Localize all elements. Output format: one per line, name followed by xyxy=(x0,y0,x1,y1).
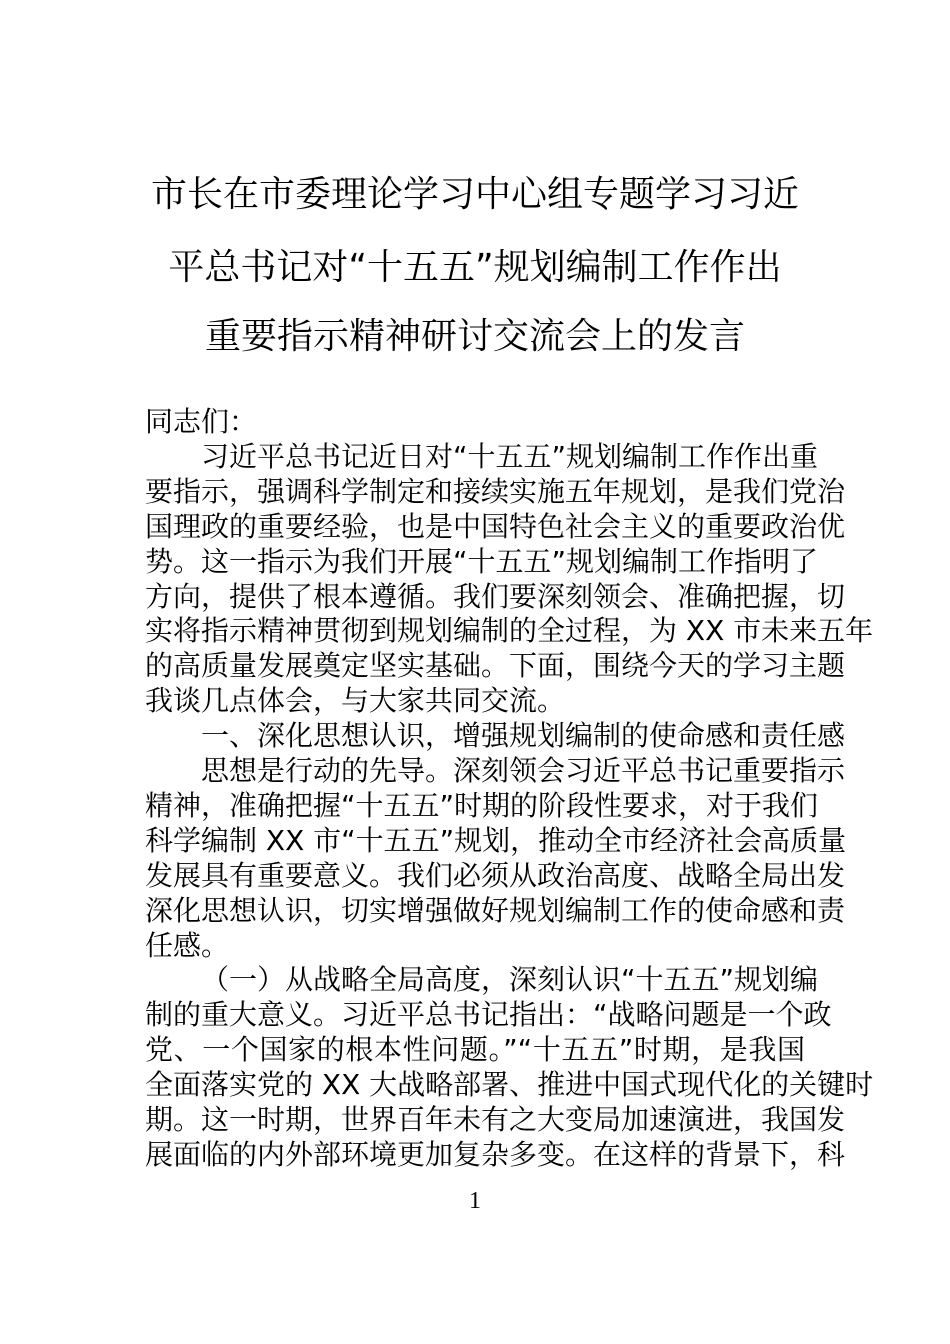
document-title-line-3: 重要指示精神研讨交流会上的发言 xyxy=(204,316,745,357)
body-text-line: 全面落实党的 XX 大战略部署、推进中国式现代化的关键时 xyxy=(145,1068,874,1102)
body-text-line: 同志们： xyxy=(145,405,258,438)
document-title-line-2: 平总书记对“十五五”规划编制工作作出 xyxy=(168,247,782,288)
body-text-line: 制的重大意义。习近平总书记指出：“战略问题是一个政 xyxy=(145,998,832,1032)
body-text-line: 期。这一时期，世界百年未有之大变局加速演进，我国发 xyxy=(145,1103,846,1136)
body-text-line: 深化思想认识，切实增强做好规划编制工作的使命感和责 xyxy=(145,893,846,927)
body-text-line: 展面临的内外部环境更加复杂多变。在这样的背景下，科 xyxy=(145,1137,846,1171)
body-text-line: 势。这一指示为我们开展“十五五”规划编制工作指明了 xyxy=(145,544,819,578)
body-text-line: 国理政的重要经验，也是中国特色社会主义的重要政治优 xyxy=(145,509,846,543)
body-text-line: （一）从战略全局高度，深刻认识“十五五”规划编 xyxy=(201,963,819,997)
section-heading: 一、深化思想认识，增强规划编制的使命感和责任感 xyxy=(201,719,846,753)
body-text-line: 要指示，强调科学制定和接续实施五年规划，是我们党治 xyxy=(145,474,846,508)
body-text-line: 科学编制 XX 市“十五五”规划，推动全市经济社会高质量 xyxy=(145,823,847,857)
body-text-line: 党、一个国家的根本性问题。”“十五五”时期，是我国 xyxy=(145,1033,805,1067)
body-text-line: 任感。 xyxy=(145,928,230,962)
body-text-line: 实将指示精神贯彻到规划编制的全过程，为 XX 市未来五年 xyxy=(145,614,874,648)
document-title-line-1: 市长在市委理论学习中心组专题学习习近 xyxy=(150,174,799,215)
body-text-line: 发展具有重要意义。我们必须从政治高度、战略全局出发 xyxy=(145,858,846,892)
body-text-line: 的高质量发展奠定坚实基础。下面，围绕今天的学习主题 xyxy=(145,649,846,683)
body-text-line: 我谈几点体会，与大家共同交流。 xyxy=(145,684,566,718)
body-text-line: 精神，准确把握“十五五”时期的阶段性要求，对于我们 xyxy=(145,788,819,822)
body-text-line: 方向，提供了根本遵循。我们要深刻领会、准确把握，切 xyxy=(145,579,846,613)
body-text-line: 习近平总书记近日对“十五五”规划编制工作作出重 xyxy=(201,439,819,473)
page-number: 1 xyxy=(469,1188,481,1214)
body-text-line: 思想是行动的先导。深刻领会习近平总书记重要指示 xyxy=(201,754,846,787)
